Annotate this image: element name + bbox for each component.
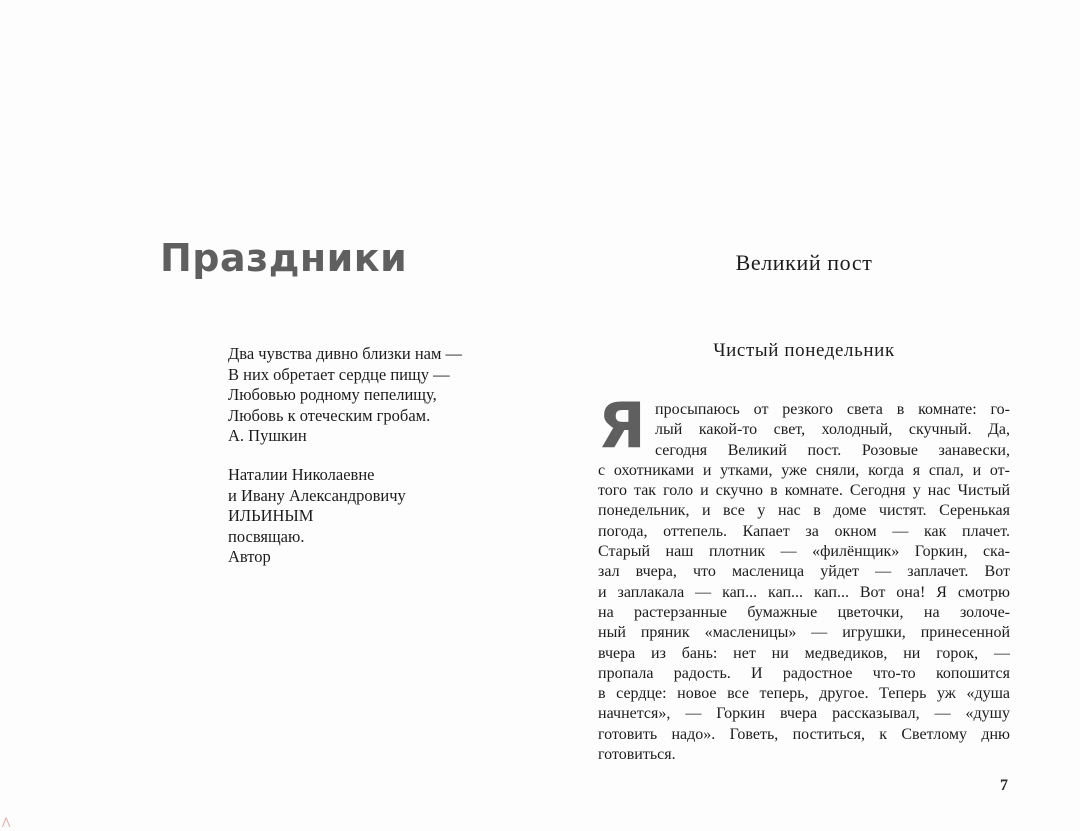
chapter-title: Великий пост	[735, 250, 873, 275]
corner-mark: ⋀	[2, 817, 11, 828]
dedication-line: и Ивану Александровичу	[228, 485, 406, 505]
body-line: на растерзанные бумажные цветочки, на золоче-	[598, 603, 1010, 621]
dedication-line: Наталии Николаевне	[228, 465, 375, 484]
part-title: Праздники	[160, 236, 408, 280]
body-line: погода, оттепель. Капает за окном — как плачет.	[598, 522, 1010, 540]
body-line: вчера из бань: нет ни медведиков, ни горок, —	[598, 644, 1010, 662]
dedication-line: ИЛЬИНЫМ	[228, 506, 314, 526]
body-line: сегодня Великий пост. Розовые занавески,	[655, 441, 1010, 459]
body-line: Старый наш плотник — «филёнщик» Горкин, ска-	[598, 543, 1010, 561]
epigraph-line: Любовь к отеческим гробам.	[228, 405, 431, 425]
dedication	[228, 465, 406, 568]
epigraph-line: Два чувства дивно близки нам —	[228, 344, 463, 363]
body-line: того так голо и скучно в комнате. Сегодня у нас Чистый	[598, 482, 1010, 500]
body-line: пропала радость. И радостное что-то копошится	[598, 664, 1010, 682]
dedication-line: посвящаю.	[228, 526, 305, 546]
dedication-signature: Автор	[228, 547, 271, 567]
section-title: Чистый понедельник	[713, 340, 895, 361]
body-line: готовиться.	[598, 746, 676, 764]
body-line: в сердце: новое все теперь, другое. Теперь уж «душа	[598, 685, 1010, 703]
epigraph-line: Любовью родному пепелищу,	[228, 385, 437, 405]
body-line: понедельник, и все у нас в доме чистят. Серенькая	[598, 502, 1010, 520]
body-line: лый какой-то свет, холодный, скучный. Да,	[655, 421, 1010, 439]
body-text	[598, 400, 1010, 765]
body-line: начнется», — Горкин вчера рассказывал, — «душу	[598, 705, 1010, 723]
body-line: готовить надо». Говеть, поститься, к Светлому дню	[598, 725, 1010, 743]
body-line: и заплакала — кап... кап... кап... Вот она! Я смотрю	[598, 583, 1010, 601]
body-line: ный пряник «масленицы» — игрушки, принесенной	[598, 624, 1010, 642]
body-line: с охотниками и утками, уже сняли, когда я спал, и от-	[598, 461, 1010, 479]
page-number: 7	[1000, 777, 1008, 794]
epigraph-author: А. Пушкин	[228, 426, 307, 446]
drop-cap: Я	[598, 389, 646, 462]
body-line: зал вчера, что масленица уйдет — заплачет. Вот	[598, 563, 1010, 581]
epigraph	[228, 344, 462, 447]
epigraph-line: В них обретает сердце пищу —	[228, 364, 450, 384]
body-line: просыпаюсь от резкого света в комнате: го-	[655, 401, 1010, 418]
